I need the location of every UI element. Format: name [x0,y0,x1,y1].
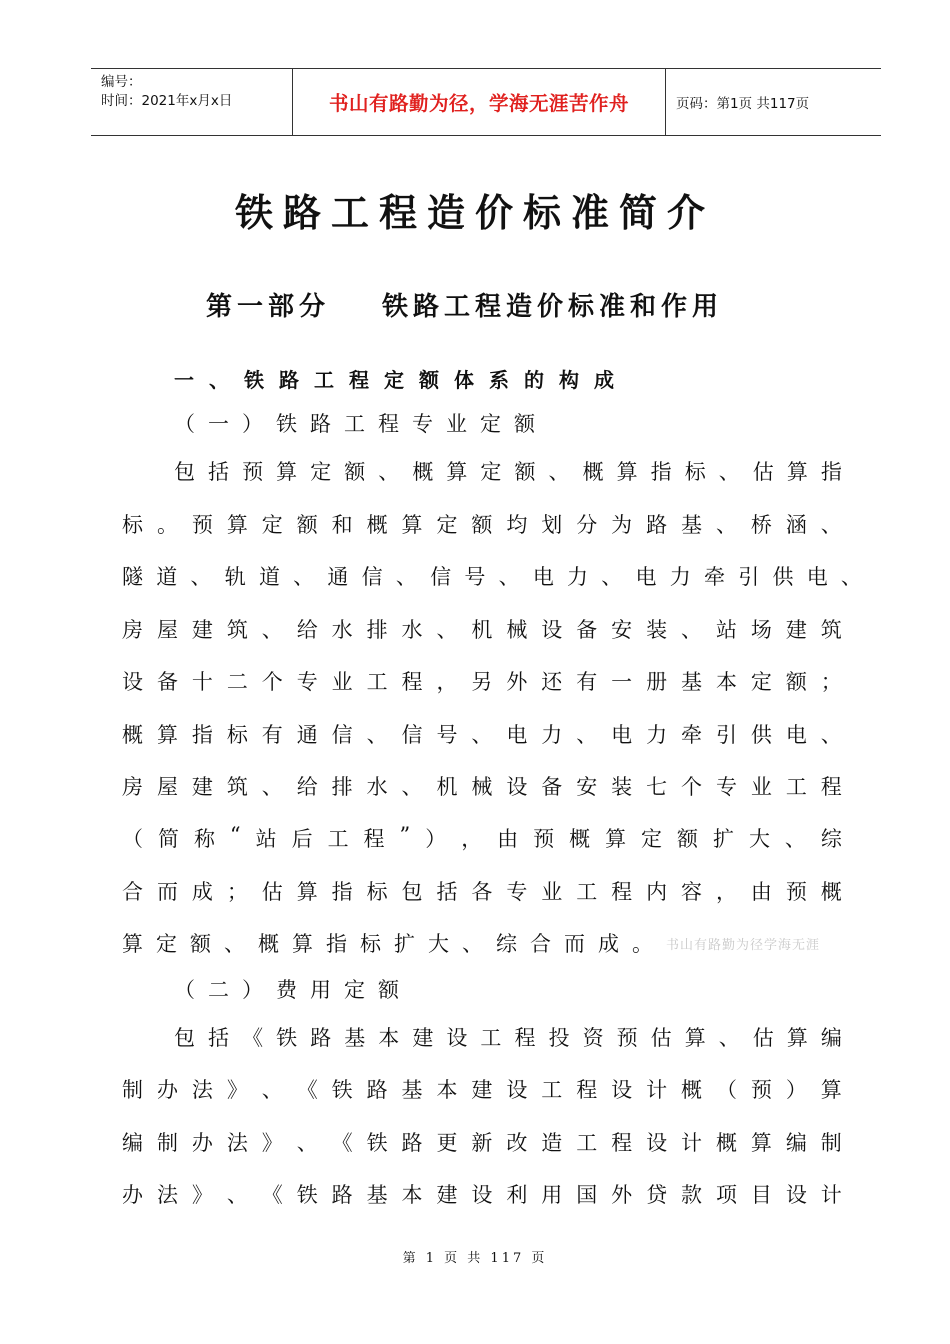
header-motto: 书山有路勤为径，学海无涯苦作舟 [293,69,666,135]
page-footer: 第 1 页 共 117 页 [402,1251,548,1266]
paragraph-line: 合 而 成 ； 估 算 指 标 包 括 各 专 业 工 程 内 容 ， 由 预 概 [122,880,842,904]
paragraph-line: 办 法 》 、 《 铁 路 基 本 建 设 利 用 国 外 贷 款 项 目 设 计 [122,1183,842,1207]
part-label: 第一部分 [206,292,331,322]
subsection-heading: （ 一 ） 铁 路 工 程 专 业 定 额 [174,412,548,436]
paragraph-line: 包 括 预 算 定 额 、 概 算 定 额 、 概 算 指 标 、 估 算 指 [174,460,842,484]
paragraph-line: 包 括 《 铁 路 基 本 建 设 工 程 投 资 预 估 算 、 估 算 编 [174,1026,842,1050]
subsection-heading: （ 二 ） 费 用 定 额 [174,978,412,1002]
document-number-label: 编号： [101,74,142,90]
part-title: 铁路工程造价标准和作用 [382,292,724,322]
paragraph-line: （ 简 称 “ 站 后 工 程 ” ） ， 由 预 概 算 定 额 扩 大 、 综 [122,823,842,851]
section-heading: 一、铁路工程定额体系的构成 [174,368,629,392]
part-heading [206,286,723,323]
paragraph-line: 房 屋 建 筑 、 给 排 水 、 机 械 设 备 安 装 七 个 专 业 工 程 [122,775,842,799]
paragraph-line: 概 算 指 标 有 通 信 、 信 号 、 电 力 、 电 力 牵 引 供 电 、 [122,723,842,747]
document-time-label: 时间：2021年x月x日 [101,93,233,109]
header-page-number: 页码：第1页 共117页 [676,96,810,112]
paragraph-line: 编 制 办 法 》 、 《 铁 路 更 新 改 造 工 程 设 计 概 算 编 制 [122,1131,842,1155]
document-title: 铁路工程造价标准简介 [234,190,715,235]
faint-watermark-text: 书山有路勤为径学海无涯 [666,937,821,953]
header-info-cell [91,69,293,135]
paragraph-line: 设 备 十 二 个 专 业 工 程 ， 另 外 还 有 一 册 基 本 定 额 ； [122,670,842,694]
paragraph-line: 标 。 预 算 定 额 和 概 算 定 额 均 划 分 为 路 基 、 桥 涵 、 [122,513,842,537]
document-header [91,68,881,136]
paragraph-line: 隧 道 、 轨 道 、 通 信 、 信 号 、 电 力 、 电 力 牵 引 供 电 、 [122,565,862,589]
paragraph-line: 算 定 额 、 概 算 指 标 扩 大 、 综 合 而 成 。 书山有路勤为径学海无涯 [122,932,821,956]
paragraph-line: 制 办 法 》 、 《 铁 路 基 本 建 设 工 程 设 计 概 （ 预 ） 算 [122,1078,842,1102]
paragraph-line: 房 屋 建 筑 、 给 水 排 水 、 机 械 设 备 安 装 、 站 场 建 筑 [122,618,842,642]
